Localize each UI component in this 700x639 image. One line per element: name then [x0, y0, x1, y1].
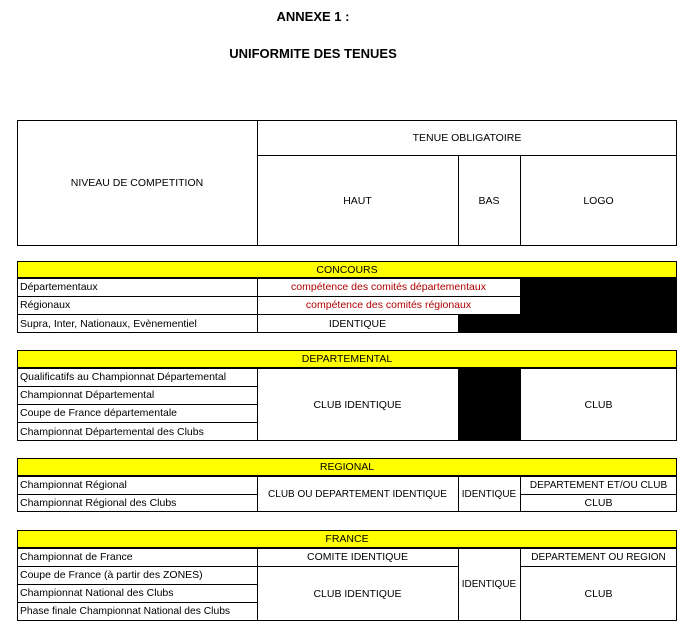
reg-value: compétence des comités régionaux — [305, 299, 472, 311]
haut-value: CLUB IDENTIQUE — [313, 398, 402, 411]
row-label: Championnat Régional — [20, 479, 127, 491]
document-title: UNIFORMITE DES TENUES — [229, 46, 397, 61]
annex-label: ANNEXE 1 : — [276, 9, 350, 24]
haut-value: CLUB OU DEPARTEMENT IDENTIQUE — [268, 488, 447, 500]
row-label: Coupe de France (à partir des ZONES) — [20, 569, 203, 581]
row-label: Championnat de France — [20, 551, 133, 563]
row-label: Régionaux — [20, 299, 71, 311]
section-band: REGIONAL — [17, 458, 677, 476]
logo-value: CLUB — [584, 587, 613, 600]
haut-value: CLUB IDENTIQUE — [313, 587, 402, 600]
row-label: Championnat National des Clubs — [20, 587, 174, 599]
blacked-cell — [520, 278, 677, 333]
logo-value: DEPARTEMENT ET/OU CLUB — [529, 479, 668, 491]
header-logo: LOGO — [583, 194, 614, 207]
header-level: NIVEAU DE COMPETITION — [70, 177, 204, 189]
section-band: DEPARTEMENTAL — [17, 350, 677, 368]
header-bottom: BAS — [478, 194, 500, 207]
row-label: Phase finale Championnat National des Clubs — [20, 606, 231, 617]
haut-value: COMITE IDENTIQUE — [307, 551, 408, 563]
logo-value: CLUB — [584, 398, 613, 411]
section-band: CONCOURS — [17, 261, 677, 278]
header-top: HAUT — [343, 194, 372, 207]
blacked-cell — [458, 315, 520, 333]
bas-value: IDENTIQUE — [461, 579, 517, 590]
row-label: Qualificatifs au Championnat Départemental — [20, 371, 227, 383]
row-label: Départementaux — [20, 281, 98, 293]
row-label: Championnat Départemental — [20, 389, 155, 401]
row-label: Supra, Inter, Nationaux, Evènementiel — [20, 317, 197, 330]
supra-value: IDENTIQUE — [328, 317, 387, 330]
row-label: Championnat Départemental des Clubs — [20, 425, 204, 438]
bas-value: IDENTIQUE — [461, 488, 517, 500]
header-required: TENUE OBLIGATOIRE — [412, 131, 522, 144]
section-band: FRANCE — [17, 530, 677, 548]
logo-value: DEPARTEMENT OU REGION — [531, 551, 666, 563]
row-label: Coupe de France départementale — [20, 407, 178, 419]
dep-value: compétence des comités départementaux — [291, 281, 486, 293]
logo-value: CLUB — [584, 497, 613, 509]
row-label: Championnat Régional des Clubs — [20, 497, 177, 509]
blacked-cell — [458, 368, 520, 441]
